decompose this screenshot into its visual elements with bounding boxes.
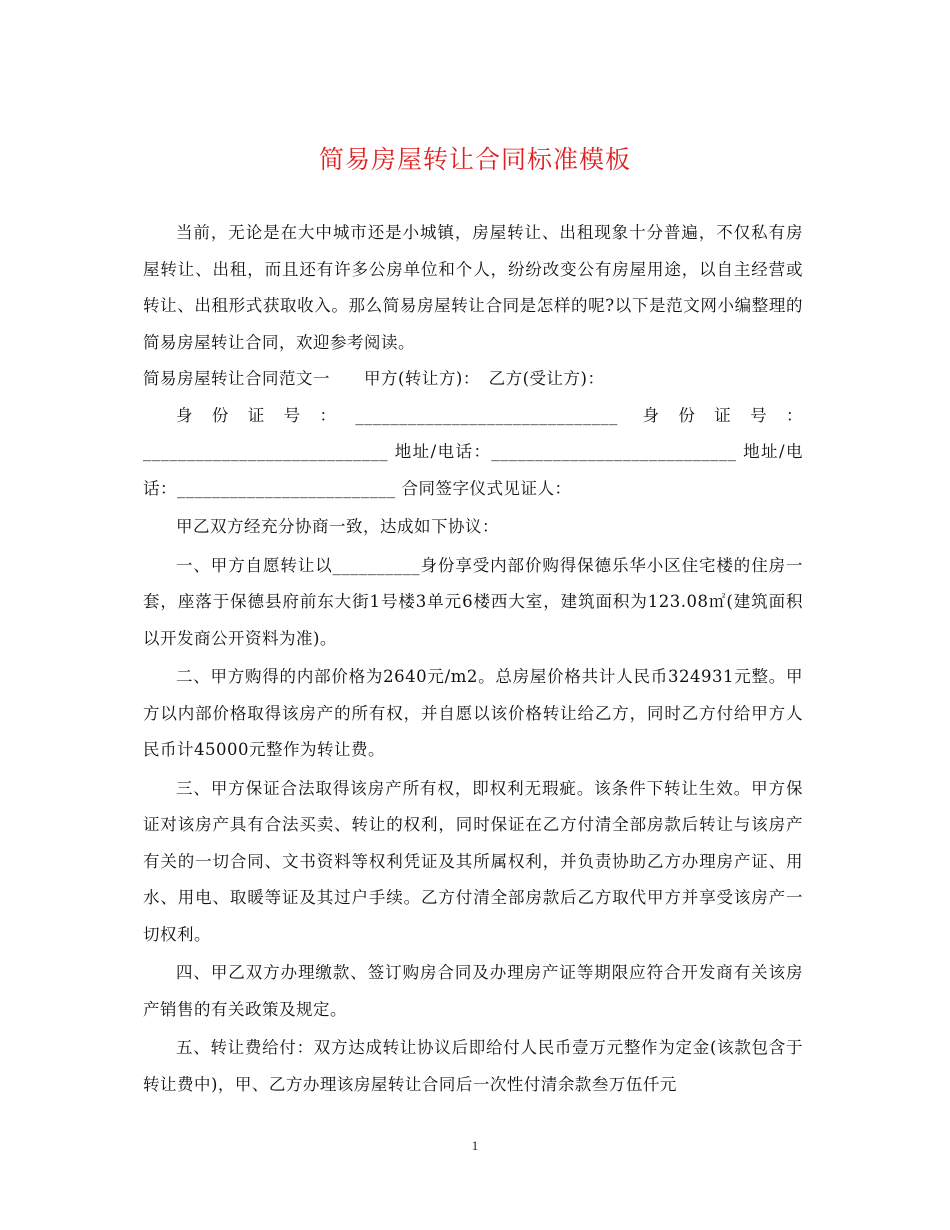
document-title: 简易房屋转让合同标准模板: [318, 145, 631, 174]
document-body: [143, 215, 803, 1103]
clause-3: 三、甲方保证合法取得该房产所有权，即权利无瑕疵。该条件下转让生效。甲方保证对该房产具有合法买卖、转让的权利，同时保证在乙方付清全部房款后转让与该房产有关的一切合同、文书资料等权利凭证及其所属权利，并负责协助乙方办理房产证、用水、用电、取暖等证及其过户手续。乙方付清全部房款后乙方取代甲方并享受该房产一切权利。: [143, 778, 803, 944]
clause-5: 五、转让费给付：双方达成转让协议后即给付人民币壹万元整作为定金(该款包含于转让费中)，甲、乙方办理该房屋转让合同后一次性付清余款叁万伍仟元: [143, 1038, 803, 1094]
identity-fields-paragraph: 身份证号：______________________________ 身份证号：____________________________ 地址/电话：____________________________ 地址/电话：_________________________ 合同签字仪式见证人：: [143, 405, 803, 498]
page-number: 1: [471, 1138, 479, 1153]
sample-heading: 简易房屋转让合同范文一 甲方(转让方)： 乙方(受让方)：: [143, 369, 605, 388]
clause-2: 二、甲方购得的内部价格为2640元/m2。总房屋价格共计人民币324931元整。甲方以内部价格取得该房产的所有权，并自愿以该价格转让给乙方，同时乙方付给甲方人民币计45000元整作为转让费。: [143, 667, 803, 759]
clause-1: 一、甲方自愿转让以__________身份享受内部价购得保德乐华小区住宅楼的住房一套，座落于保德县府前东大街1号楼3单元6楼西大室，建筑面积为123.08㎡(建筑面积以开发商公开资料为准)。: [143, 555, 803, 648]
intro-paragraph: 当前，无论是在大中城市还是小城镇，房屋转让、出租现象十分普遍，不仅私有房屋转让、出租，而且还有许多公房单位和个人，纷纷改变公有房屋用途，以自主经营或转让、出租形式获取收入。那么简易房屋转让合同是怎样的呢?以下是范文网小编整理的简易房屋转让合同，欢迎参考阅读。: [143, 223, 803, 352]
agreement-intro: 甲乙双方经充分协商一致，达成如下协议：: [176, 517, 499, 536]
clause-4: 四、甲乙双方办理缴款、签订购房合同及办理房产证等期限应符合开发商有关该房产销售的有关政策及规定。: [143, 963, 803, 1019]
